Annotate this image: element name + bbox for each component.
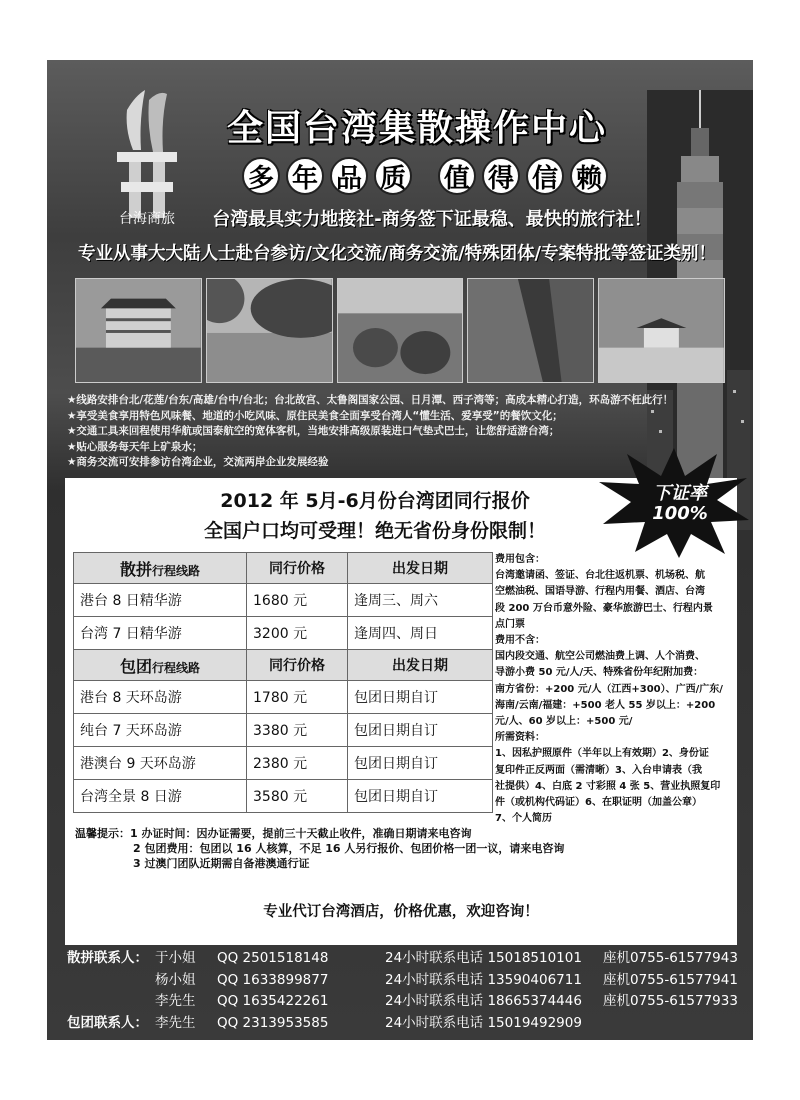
col-date-header: 出发日期 — [348, 650, 493, 681]
feature-item: ★线路安排台北/花莲/台东/高雄/台中/台北；台北故宫、太鲁阁国家公园、日月潭、西子湾等；高成本精心打造，环岛游不枉此行！ — [67, 394, 674, 406]
slogan-char: 年 — [286, 157, 324, 195]
tip-line: 3 过澳门团队近期需自备港澳通行证 — [133, 857, 310, 870]
fee-line: 空燃油税、国语导游、行程内用餐、酒店、台湾 — [495, 586, 705, 598]
badge-line-1: 下证率 — [653, 483, 707, 504]
fee-line: 海南/云南/福建：+500 老人 55 岁以上：+200 — [495, 699, 716, 711]
contact-mobile: 24小时联系电话 13590406711 — [385, 971, 582, 988]
fee-line: 导游小费 50 元/人/天、特殊省份年纪附加费： — [495, 667, 704, 679]
sanpin-label-small: 行程线路 — [152, 563, 201, 578]
route-cell: 台湾全景 8 日游 — [74, 780, 247, 813]
baotuan-header — [74, 650, 247, 681]
tip-text: 1 办证时间：因办证需要，提前三十天截止收件，准确日期请来电咨询 — [130, 827, 472, 840]
price-cell: 3580 元 — [247, 780, 348, 813]
route-cell: 港澳台 9 天环岛游 — [74, 747, 247, 780]
baotuan-label-small: 行程线路 — [152, 660, 201, 675]
feature-item: ★商务交流可安排参访台湾企业，交流两岸企业发展经验 — [67, 456, 329, 468]
contact-row — [67, 948, 747, 970]
logo-text: 台海商旅 — [119, 211, 175, 227]
badge-text — [635, 484, 725, 524]
tip-line: 2 包团费用：包团以 16 人核算，不足 16 人另行报价、包团价格一团一议，请来电咨询 — [133, 842, 565, 855]
table-row — [74, 617, 493, 650]
date-cell: 包团日期自订 — [348, 714, 493, 747]
table-row — [74, 681, 493, 714]
price-cell: 3200 元 — [247, 617, 348, 650]
contact-row — [67, 970, 747, 992]
slogan-char: 得 — [482, 157, 520, 195]
slogan-group-2 — [438, 157, 608, 197]
fee-line: 所需资料： — [495, 732, 545, 744]
contact-mobile: 24小时联系电话 15018510101 — [385, 950, 582, 966]
table-row — [74, 780, 493, 813]
table-header-row — [74, 553, 493, 584]
fee-line: 南方省份：+200 元/人（江西+300）、广西/广东/ — [495, 683, 723, 695]
sanpin-header — [74, 553, 247, 584]
date-cell: 包团日期自订 — [348, 681, 493, 714]
subtitle: 台湾最具实力地接社-商务签下证最稳、最快的旅行社！ — [212, 209, 652, 230]
fee-details — [495, 552, 731, 827]
slogan-char: 信 — [526, 157, 564, 195]
slogan — [205, 157, 645, 197]
contact-qq: QQ 2501518148 — [217, 950, 329, 966]
slogan-char: 质 — [374, 157, 412, 195]
tip-line — [75, 826, 725, 841]
offer-subtitle: 全国户口均可受理！绝无省份身份限制！ — [203, 520, 546, 542]
slogan-char: 值 — [438, 157, 476, 195]
sanpin-label: 散拼 — [119, 559, 152, 579]
table-row — [74, 584, 493, 617]
slogan-group-1 — [242, 157, 412, 197]
slogan-char: 赖 — [570, 157, 608, 195]
tips-label: 温馨提示： — [75, 827, 130, 840]
coastal-rocks-photo — [337, 278, 464, 383]
fee-line: 费用不含： — [495, 635, 545, 647]
col-price-header: 同行价格 — [247, 650, 348, 681]
fee-line: 件（或机构代码证）6、在职证明（加盖公章） — [495, 797, 702, 809]
fee-line: 7、个人简历 — [495, 813, 552, 825]
table-row — [74, 747, 493, 780]
price-cell: 3380 元 — [247, 714, 348, 747]
slogan-char: 品 — [330, 157, 368, 195]
badge-line-2: 100% — [652, 503, 708, 524]
price-table — [73, 552, 493, 813]
fee-line: 1、因私护照原件（半年以上有效期）2、身份证 — [495, 748, 709, 760]
tips — [75, 826, 725, 871]
route-cell: 台湾 7 日精华游 — [74, 617, 247, 650]
contact-name: 李先生 — [155, 1014, 196, 1031]
photo-strip — [75, 278, 725, 383]
hotel-note: 专业代订台湾酒店，价格优惠，欢迎咨询！ — [263, 904, 539, 920]
sun-moon-lake-photo — [206, 278, 333, 383]
baotuan-label: 包团 — [119, 656, 152, 676]
date-cell: 逢周三、周六 — [348, 584, 493, 617]
gorge-photo — [467, 278, 594, 383]
services-line: 专业从事大大陆人士赴台参访/文化交流/商务交流/特殊团体/专案特批等签证类别！ — [77, 244, 717, 264]
grand-hotel-photo — [75, 278, 202, 383]
route-cell: 纯台 7 天环岛游 — [74, 714, 247, 747]
route-cell: 港台 8 日精华游 — [74, 584, 247, 617]
contact-mobile: 24小时联系电话 15019492909 — [385, 1014, 582, 1031]
flyer-page — [47, 60, 753, 1040]
col-date-header: 出发日期 — [348, 553, 493, 584]
feature-item: ★贴心服务每天年上矿泉水； — [67, 440, 203, 453]
fee-line: 费用包含： — [495, 554, 545, 565]
fee-line: 国内段交通、航空公司燃油费上调、人个消费、 — [495, 651, 705, 663]
sanpin-contact-label: 散拼联系人： — [67, 950, 148, 966]
slogan-char: 多 — [242, 157, 280, 195]
memorial-hall-photo — [598, 278, 725, 383]
contact-name: 李先生 — [155, 993, 196, 1009]
contact-landline: 座机0755-61577943 — [603, 950, 738, 966]
offer-title: 2012 年 5月-6月份台湾团同行报价 — [220, 490, 530, 512]
contact-qq: QQ 2313953585 — [217, 1014, 329, 1031]
contact-mobile: 24小时联系电话 18665374446 — [385, 993, 582, 1009]
contact-row — [67, 991, 747, 1013]
date-cell: 逢周四、周日 — [348, 617, 493, 650]
feature-item: ★享受美食享用特色风味餐、地道的小吃风味、原住民美食全面享受台湾人“懂生活、爱享受”的餐饮文化； — [67, 409, 563, 422]
contact-landline: 座机0755-61577941 — [603, 971, 738, 988]
price-cell: 2380 元 — [247, 747, 348, 780]
feature-item: ★交通工具来回程使用华航或国泰航空的宽体客机，当地安排高级原装进口气垫式巴士，让您舒适游台湾； — [67, 425, 560, 437]
route-cell: 港台 8 天环岛游 — [74, 681, 247, 714]
fee-line: 点门票 — [495, 618, 525, 630]
contact-name: 杨小姐 — [155, 971, 196, 988]
table-header-row — [74, 650, 493, 681]
table-row — [74, 714, 493, 747]
fee-line: 台湾邀请函、签证、台北往返机票、机场税、航 — [495, 570, 705, 582]
col-price-header: 同行价格 — [247, 553, 348, 584]
page-title: 全国台湾集散操作中心 — [226, 108, 607, 149]
price-cell: 1680 元 — [247, 584, 348, 617]
contacts — [67, 948, 747, 1034]
contact-row — [67, 1013, 747, 1035]
fee-line: 段 200 万台币意外险、豪华旅游巴士、行程内景 — [495, 602, 713, 614]
contact-landline: 座机0755-61577933 — [603, 993, 738, 1009]
fee-line: 元/人、60 岁以上：+500 元/ — [495, 716, 633, 728]
date-cell: 包团日期自订 — [348, 747, 493, 780]
contact-qq: QQ 1635422261 — [217, 993, 329, 1009]
baotuan-contact-label: 包团联系人： — [67, 1014, 148, 1031]
contact-qq: QQ 1633899877 — [217, 971, 329, 988]
fee-line: 复印件正反两面（需清晰）3、入台申请表（我 — [495, 764, 702, 776]
contact-name: 于小姐 — [155, 950, 196, 966]
price-cell: 1780 元 — [247, 681, 348, 714]
date-cell: 包团日期自订 — [348, 780, 493, 813]
fee-line: 社提供）4、白底 2 寸彩照 4 张 5、营业执照复印 — [495, 780, 721, 792]
